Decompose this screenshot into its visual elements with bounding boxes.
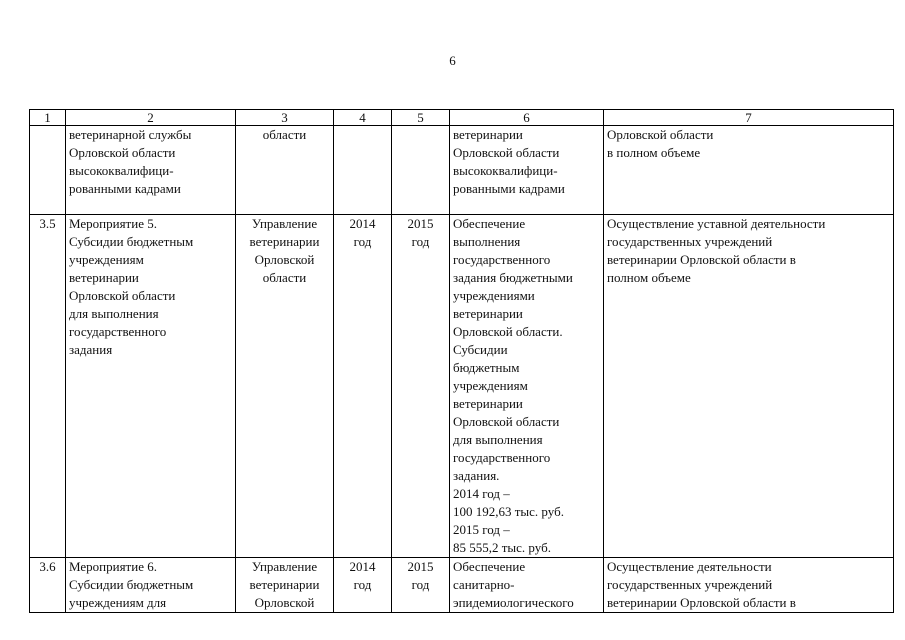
start-year-cell: 2014 год: [334, 215, 392, 558]
column-header: 1: [30, 110, 66, 126]
result-cell: Обеспечение санитарно- эпидемиологического: [450, 558, 604, 613]
table-row: [30, 215, 894, 558]
column-header: 6: [450, 110, 604, 126]
table-row: [30, 558, 894, 613]
item-number-cell: [30, 126, 66, 215]
executor-cell: области: [236, 126, 334, 215]
column-number-header-row: [30, 110, 894, 126]
result-cell: ветеринарии Орловской области высококвалифици- рованными кадрами: [450, 126, 604, 215]
executor-cell: Управление ветеринарии Орловской: [236, 558, 334, 613]
column-header: 4: [334, 110, 392, 126]
start-year-cell: 2014 год: [334, 558, 392, 613]
result-cell: Обеспечение выполнения государственного задания бюджетными учреждениями ветеринарии Орловской области. Субсидии бюджетным учреждениям ветеринарии Орловской области для выполнения государственного задания. 2014 год – 100 192,63 тыс. руб. 2015 год – 85 555,2 тыс. руб.: [450, 215, 604, 558]
column-header: 7: [604, 110, 894, 126]
measure-cell: Мероприятие 6. Субсидии бюджетным учреждениям для: [66, 558, 236, 613]
item-number-cell: 3.5: [30, 215, 66, 558]
consequence-cell: Осуществление деятельности государственных учреждений ветеринарии Орловской области в: [604, 558, 894, 613]
consequence-cell: Орловской области в полном объеме: [604, 126, 894, 215]
measure-cell: Мероприятие 5. Субсидии бюджетным учреждениям ветеринарии Орловской области для выполнения государственного задания: [66, 215, 236, 558]
end-year-cell: 2015 год: [392, 215, 450, 558]
item-number-cell: 3.6: [30, 558, 66, 613]
column-header: 5: [392, 110, 450, 126]
table-row: [30, 126, 894, 215]
end-year-cell: [392, 126, 450, 215]
end-year-cell: 2015 год: [392, 558, 450, 613]
measure-cell: ветеринарной службы Орловской области высококвалифици- рованными кадрами: [66, 126, 236, 215]
column-header: 2: [66, 110, 236, 126]
executor-cell: Управление ветеринарии Орловской области: [236, 215, 334, 558]
page-number: 6: [449, 53, 456, 68]
column-header: 3: [236, 110, 334, 126]
consequence-cell: Осуществление уставной деятельности государственных учреждений ветеринарии Орловской области в полном объеме: [604, 215, 894, 558]
start-year-cell: [334, 126, 392, 215]
program-measures-table: [29, 109, 894, 613]
